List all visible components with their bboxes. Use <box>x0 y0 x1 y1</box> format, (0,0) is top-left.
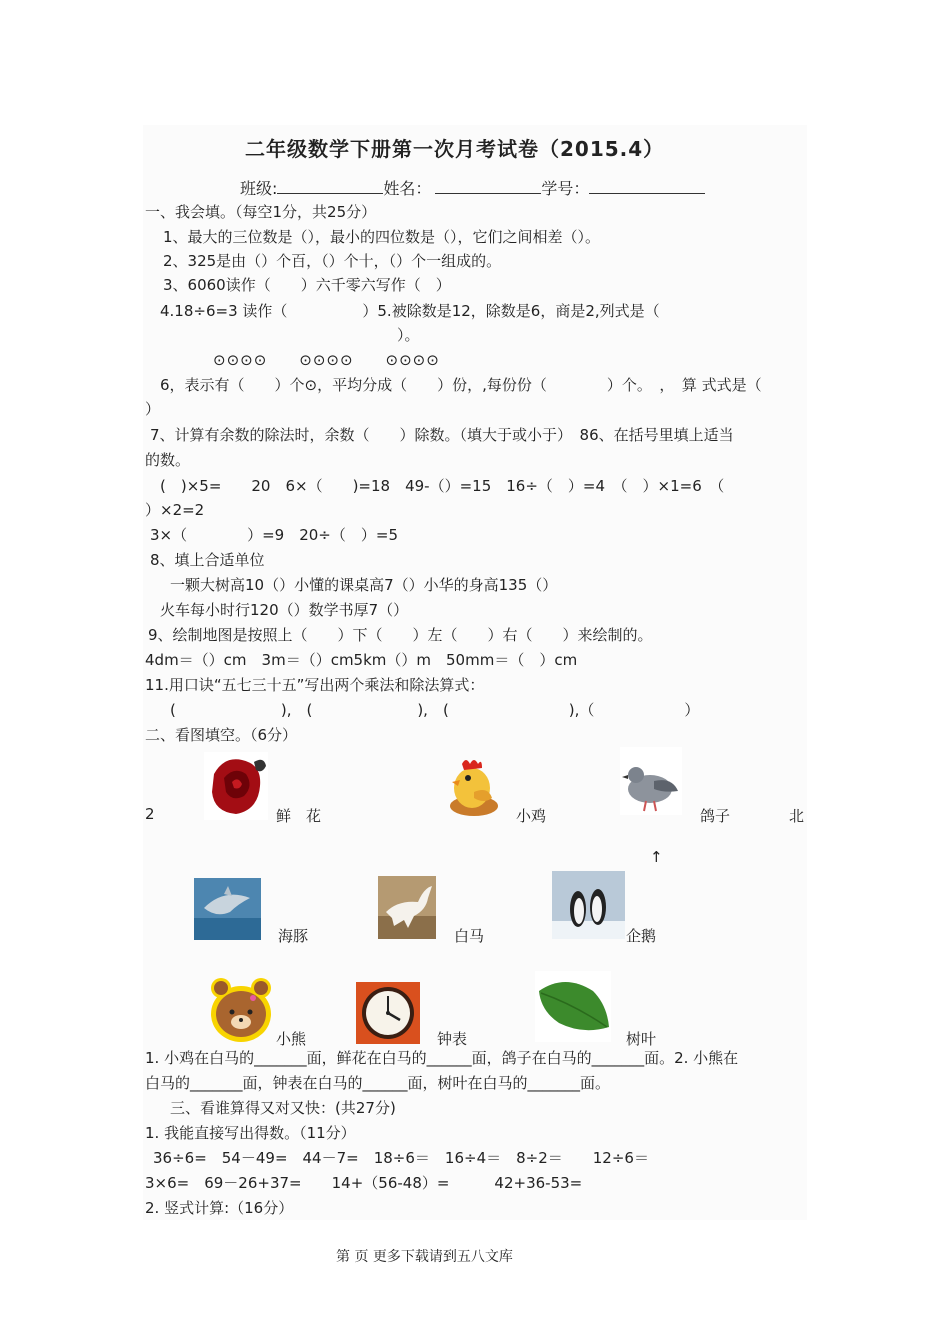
bear-label: 小熊 <box>276 1030 307 1048</box>
class-label: 班级: <box>240 179 278 198</box>
leaf-image <box>535 971 611 1042</box>
page-title: 二年级数学下册第一次月考试卷（2015.4） <box>245 137 665 161</box>
clock-image <box>356 982 420 1044</box>
question-1: 1、最大的三位数是（），最小的四位数是（），它们之间相差（）。 <box>163 228 601 246</box>
question-8a: 一颗大树高10（）小懂的课桌高7（）小华的身高135（） <box>170 576 558 594</box>
horse-label: 白马 <box>454 927 485 945</box>
question-7-cont: 的数。 <box>145 451 191 469</box>
section3-heading: 三、看谁算得又对又快：(共27分) <box>170 1099 396 1117</box>
question-3: 3、6060读作（ ）六千零六写作（ ） <box>163 276 451 294</box>
section3-sub2: 2. 竖式计算:（16分） <box>145 1199 294 1217</box>
section2-number: 2 <box>145 805 155 823</box>
question-7: 7、计算有余数的除法时，余数（ ）除数。（填大于或小于） 86、在括号里填上适当 <box>150 426 734 444</box>
question-4: 4.18÷6=3 读作（ ）5.被除数是12，除数是6，商是2,列式是（ <box>160 302 660 320</box>
dolphin-image <box>194 878 261 940</box>
page-footer: 第 页 更多下载请到五八文库 <box>336 1249 513 1265</box>
student-info-row <box>240 177 705 199</box>
leaf-label: 树叶 <box>626 1030 657 1048</box>
clock-label: 钟表 <box>437 1030 468 1048</box>
fill-brackets-row1: ( )×5= 20 6×（ )=18 49-（）=15 16÷（ ）=4 （ ）×1=6 （ <box>160 477 725 495</box>
question-8b: 火车每小时行120（）数学书厚7（） <box>160 601 409 619</box>
section2-heading: 二、看图填空。（6分） <box>145 726 298 744</box>
rose-image <box>204 752 268 820</box>
chick-label: 小鸡 <box>516 807 547 825</box>
section2-question-1: 1. 小鸡在白马的_______面，鲜花在白马的______面，鸽子在白马的_______面。2. 小熊在 <box>145 1049 739 1067</box>
question-9: 9、绘制地图是按照上（ ）下（ ）左（ ）右（ ）来绘制的。 <box>148 626 653 644</box>
bear-image <box>209 974 273 1044</box>
horse-image <box>378 876 436 939</box>
id-label: 学号： <box>541 179 590 198</box>
pigeon-label: 鸽子 <box>700 807 731 825</box>
north-arrow: ↑ <box>650 848 663 866</box>
section2-question-2: 白马的_______面，钟表在白马的______面，树叶在白马的_______面。 <box>145 1074 611 1092</box>
question-2: 2、325是由（）个百，（）个十，（）个一组成的。 <box>163 252 502 270</box>
question-11: 11.用口诀“五七三十五”写出两个乘法和除法算式： <box>145 676 485 694</box>
pigeon-image <box>620 747 682 815</box>
dolphin-label: 海豚 <box>278 927 309 945</box>
id-blank <box>589 177 705 194</box>
penguin-label: 企鹅 <box>626 927 657 945</box>
question-6: 6，表示有（ ）个⊙，平均分成（ ）份，,每份份（ ）个。 ， 算 式式是（ <box>160 376 762 394</box>
dot-groups: ⊙⊙⊙⊙ ⊙⊙⊙⊙ ⊙⊙⊙⊙ <box>213 351 440 369</box>
class-blank <box>277 177 383 194</box>
north-label: 北 <box>789 807 805 825</box>
question-6-end: ） <box>145 400 161 418</box>
fill-brackets-row2: 3×（ ）=9 20÷（ ）=5 <box>150 526 398 544</box>
section3-sub1: 1. 我能直接写出得数。（11分） <box>145 1124 356 1142</box>
question-11-blanks: ( ), ( ), ( ),（ ） <box>170 701 700 719</box>
question-8: 8、填上合适单位 <box>150 551 265 569</box>
calc-row-2: 3×6= 69－26+37= 14+（56-48）= 42+36-53= <box>145 1174 583 1192</box>
chick-image <box>444 756 500 818</box>
penguin-image <box>552 871 625 939</box>
calc-row-1: 36÷6= 54－49= 44－7= 18÷6＝ 16÷4＝ 8÷2＝ 12÷6＝ <box>153 1149 649 1167</box>
question-10: 4dm＝（）cm 3m＝（）cm5km（）m 50mm＝（ ）cm <box>145 651 578 669</box>
section1-heading: 一、我会填。（每空1分，共25分） <box>145 203 377 221</box>
name-label: 姓名： <box>383 179 432 198</box>
rose-label: 鲜 花 <box>276 807 322 825</box>
fill-brackets-row1-end: ）×2=2 <box>145 501 205 519</box>
question-4-end: ）。 <box>397 326 420 344</box>
name-blank <box>435 177 541 194</box>
